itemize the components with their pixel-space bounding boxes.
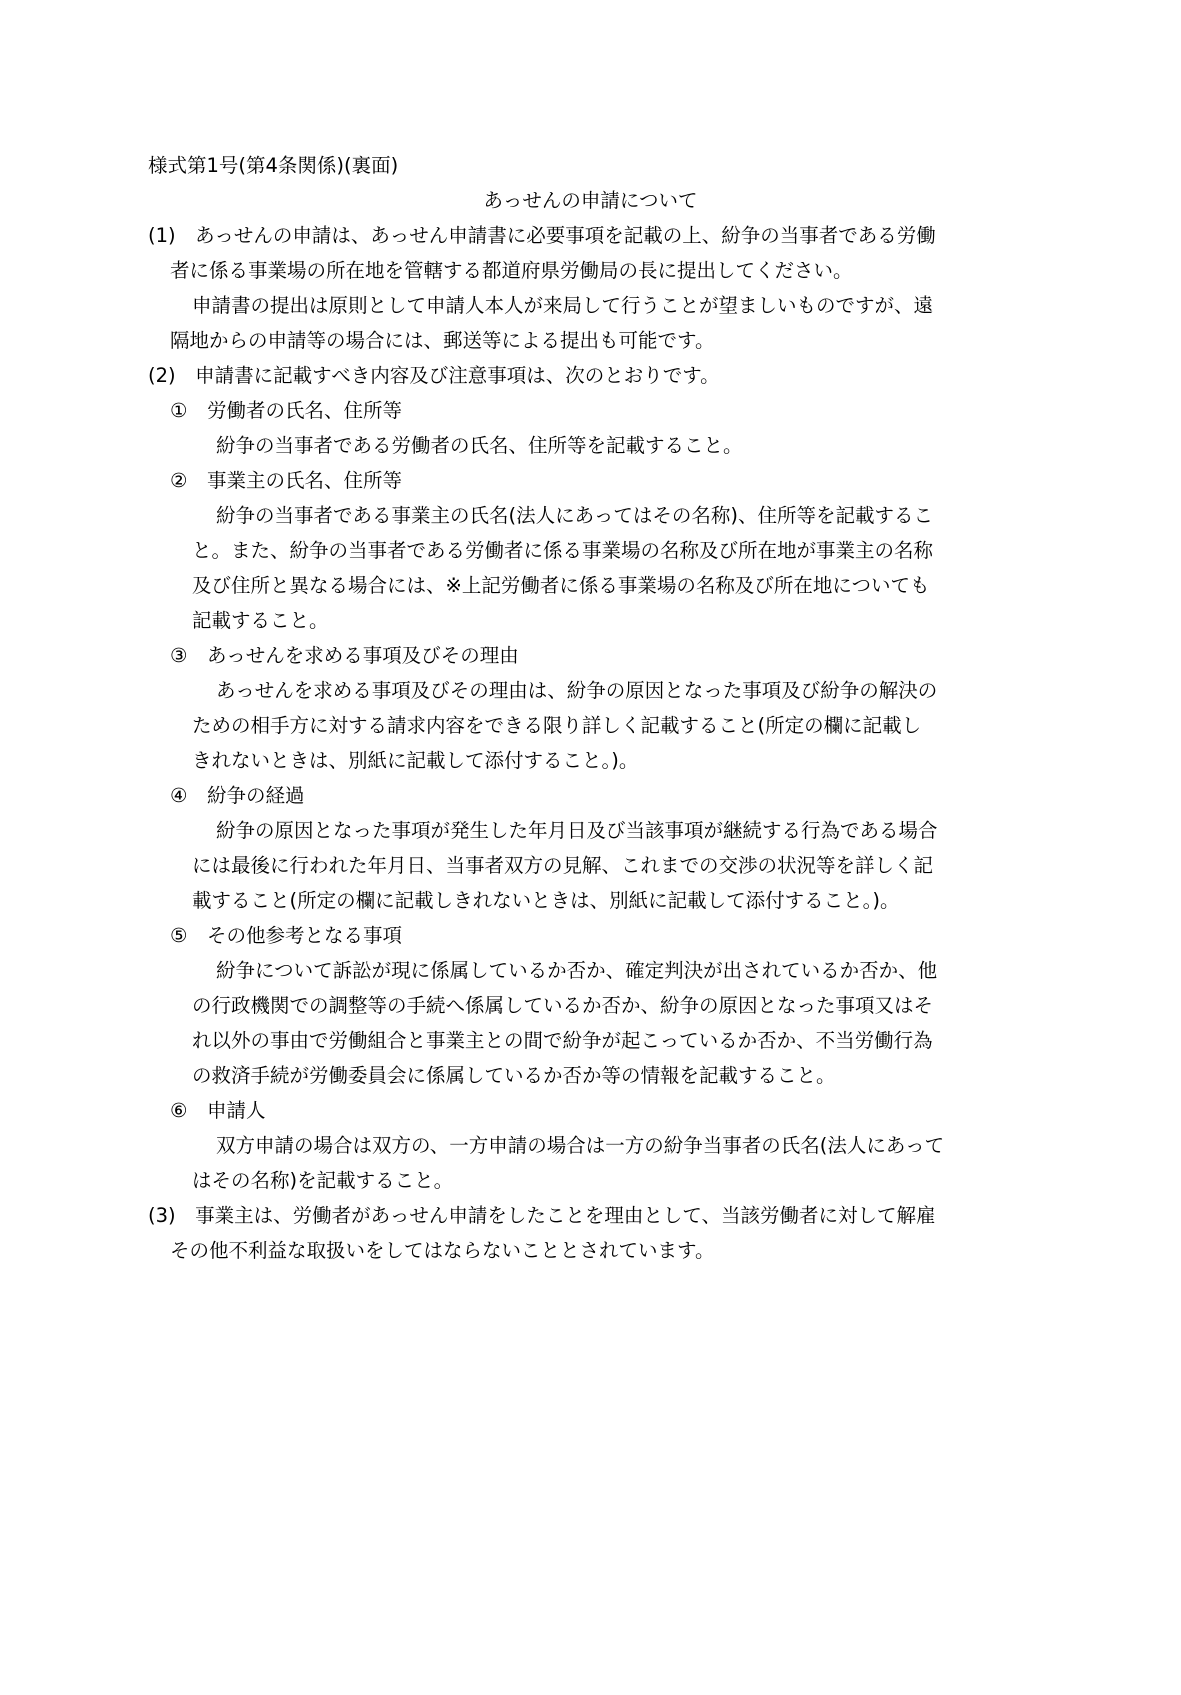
text-line: 双方申請の場合は双方の、一方申請の場合は一方の紛争当事者の氏名(法人にあって bbox=[216, 1134, 945, 1157]
text-line: ための相手方に対する請求内容をできる限り詳しく記載すること(所定の欄に記載し bbox=[192, 714, 922, 737]
text-line: きれないときは、別紙に記載して添付すること。)。 bbox=[192, 749, 639, 772]
text-line: れ以外の事由で労働組合と事業主との間で紛争が起こっているか否か、不当労働行為 bbox=[192, 1029, 933, 1052]
text-line: (1) あっせんの申請は、あっせん申請書に必要事項を記載の上、紛争の当事者である労働 bbox=[148, 224, 936, 247]
text-line: ② 事業主の氏名、住所等 bbox=[170, 469, 402, 492]
text-line: (2) 申請書に記載すべき内容及び注意事項は、次のとおりです。 bbox=[148, 364, 720, 387]
text-line: 紛争の原因となった事項が発生した年月日及び当該事項が継続する行為である場合 bbox=[216, 819, 938, 842]
text-line: の行政機関での調整等の手続へ係属しているか否か、紛争の原因となった事項又はそ bbox=[192, 994, 934, 1017]
text-line: 及び住所と異なる場合には、※上記労働者に係る事業場の名称及び所在地についても bbox=[192, 574, 930, 597]
text-line: 申請書の提出は原則として申請人本人が来局して行うことが望ましいものですが、遠 bbox=[192, 294, 934, 317]
text-line: ⑥ 申請人 bbox=[170, 1099, 266, 1122]
document-title: あっせんの申請について bbox=[483, 189, 698, 212]
text-line: の救済手続が労働委員会に係属しているか否か等の情報を記載すること。 bbox=[192, 1064, 836, 1087]
text-line: はその名称)を記載すること。 bbox=[192, 1169, 454, 1192]
text-line: と。また、紛争の当事者である労働者に係る事業場の名称及び所在地が事業主の名称 bbox=[192, 539, 934, 562]
text-line: 紛争について訴訟が現に係属しているか否か、確定判決が出されているか否か、他 bbox=[216, 959, 938, 982]
text-line: 紛争の当事者である事業主の氏名(法人にあってはその名称)、住所等を記載するこ bbox=[216, 504, 934, 527]
text-line: ④ 紛争の経過 bbox=[170, 784, 305, 807]
text-line: 紛争の当事者である労働者の氏名、住所等を記載すること。 bbox=[216, 434, 743, 457]
text-line: 記載すること。 bbox=[192, 609, 329, 632]
text-line: その他不利益な取扱いをしてはならないこととされています。 bbox=[170, 1239, 715, 1262]
text-line: 者に係る事業場の所在地を管轄する都道府県労働局の長に提出してください。 bbox=[170, 259, 853, 282]
text-line: 載すること(所定の欄に記載しきれないときは、別紙に記載して添付すること。)。 bbox=[192, 889, 900, 912]
form-label: 様式第1号(第4条関係)(裏面) bbox=[148, 154, 399, 177]
text-line: (3) 事業主は、労働者があっせん申請をしたことを理由として、当該労働者に対して解雇 bbox=[148, 1204, 936, 1227]
text-line: には最後に行われた年月日、当事者双方の見解、これまでの交渉の状況等を詳しく記 bbox=[192, 854, 934, 877]
text-line: ③ あっせんを求める事項及びその理由 bbox=[170, 644, 519, 667]
text-line: ⑤ その他参考となる事項 bbox=[170, 924, 402, 947]
text-line: あっせんを求める事項及びその理由は、紛争の原因となった事項及び紛争の解決の bbox=[216, 679, 938, 702]
text-line: 隔地からの申請等の場合には、郵送等による提出も可能です。 bbox=[170, 329, 715, 352]
text-line: ① 労働者の氏名、住所等 bbox=[170, 399, 402, 422]
